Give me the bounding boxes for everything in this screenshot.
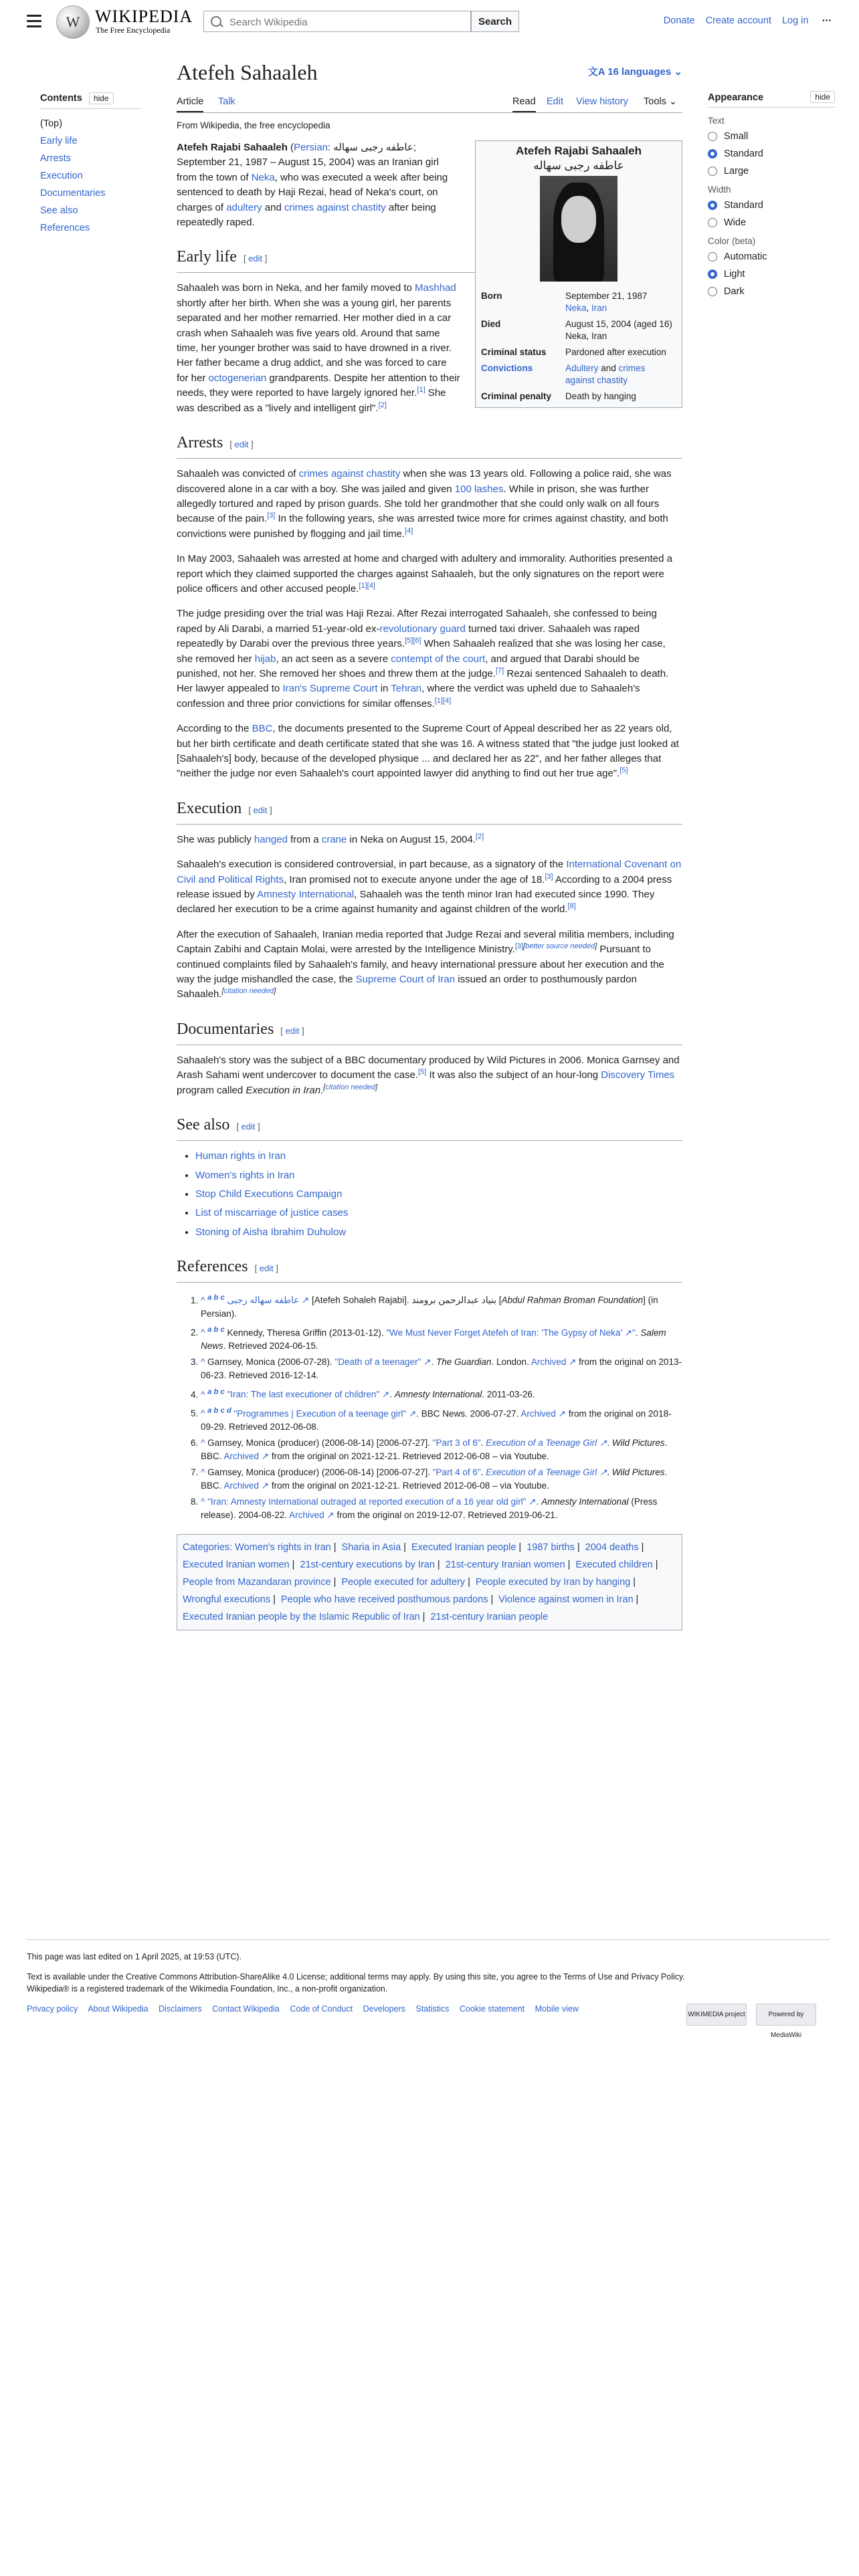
- site-sub: From Wikipedia, the free encyclopedia: [177, 120, 330, 130]
- infobox-status: Pardoned after execution: [565, 347, 666, 357]
- tab-tools[interactable]: Tools ⌄: [644, 96, 678, 107]
- toc-item-references[interactable]: References: [40, 223, 90, 233]
- radio-button[interactable]: [708, 252, 717, 261]
- more-options-icon[interactable]: ⋯: [822, 15, 832, 26]
- wikimedia-project-badge[interactable]: WIKIMEDIA project: [686, 2004, 747, 2026]
- section-heading: See also [ edit ]: [177, 1114, 682, 1141]
- edit-section-link[interactable]: edit: [248, 253, 263, 264]
- edit-section-link[interactable]: edit: [253, 804, 268, 815]
- main-content: [177, 58, 682, 1623]
- appearance-panel: [708, 92, 835, 304]
- footer-link[interactable]: Privacy policy: [27, 2004, 78, 2014]
- search-icon: [211, 16, 221, 27]
- table-of-contents: [40, 92, 140, 237]
- paragraph: After the execution of Sahaaleh, Iranian media reported that Judge Rezai and several militia members, including Captain Zabihi and Captain Molai, were arrested by the Intelligence Ministry.[3][better source needed] Pursuant to continued complaints filed by Sahaaleh's family, and heavy international pressure about her execution and the way the judge mishandled the case, the Supreme Court of Iran issued an order to posthumously pardon Sahaaleh.[citation needed]: [177, 928, 674, 1000]
- infobox-title: Atefeh Rajabi Sahaaleh: [515, 144, 642, 157]
- wikipedia-tagline: The Free Encyclopedia: [96, 25, 171, 35]
- toc-item-documentaries[interactable]: Documentaries: [40, 188, 106, 199]
- reference-item: 8. ^ "Iran: Amnesty International outraged at reported execution of a 16 year old girl" ↗. Amnesty International (Press release). 2004-08-22. Archived ↗ from the original on 2019-12-07. Retrieved 2019-06-21.: [201, 1495, 682, 1522]
- footer-link[interactable]: Developers: [363, 2004, 405, 2014]
- category-link[interactable]: 21st-century executions by Iran: [300, 1560, 435, 1571]
- tab-read[interactable]: Read: [512, 96, 536, 112]
- paragraph: The judge presiding over the trial was Haji Rezai. After Rezai interrogated Sahaaleh, she confessed to being raped by Ali Darabi, a married 51-year-old ex-revolutionary guard turned taxi driver. Sahaaleh was raped repeatedly by Darabi over the previous three years.[5][6] When Sahaaleh realized that she was losing her case, she removed her hijab, an act seen as a severe contempt of the court, and argued that Darabi should be punished, not her. She removed her shoes and threw them at the judge.[7] Rezai sentenced Sahaaleh to death. Her lawyer appealed to Iran's Supreme Court in Tehran, where the verdict was upheld due to Sahaaleh's confession and three prior convictions for similar offenses.[1][4]: [177, 608, 669, 710]
- tab-article[interactable]: Article: [177, 96, 203, 112]
- radio-button[interactable]: [708, 167, 717, 176]
- toc-item-see-also[interactable]: See also: [40, 205, 78, 216]
- footer-link[interactable]: Code of Conduct: [290, 2004, 353, 2014]
- footer-link[interactable]: Contact Wikipedia: [212, 2004, 280, 2014]
- radio-button[interactable]: [708, 132, 717, 141]
- appearance-title: Appearance: [708, 92, 764, 103]
- footer-link[interactable]: Statistics: [415, 2004, 450, 2014]
- text-size-label: Text: [708, 116, 725, 126]
- portrait-image[interactable]: [540, 176, 617, 282]
- category-link[interactable]: Wrongful executions: [183, 1594, 271, 1606]
- infobox-label: Died: [481, 319, 501, 329]
- section-heading: Arrests [ edit ]: [177, 432, 682, 459]
- section-heading: Documentaries [ edit ]: [177, 1018, 682, 1045]
- translate-icon: 文A: [587, 66, 605, 78]
- search-input[interactable]: [228, 14, 458, 30]
- category-link[interactable]: 21st-century Iranian women: [445, 1560, 565, 1571]
- edit-section-link[interactable]: edit: [241, 1121, 256, 1132]
- paragraph: Sahaaleh's story was the subject of a BBC documentary produced by Wild Pictures in 2006. Monica Garnsey and Arash Sahami went undercover to document the case.[5] It was also the subject of an hour-long Discovery Times program called Execution in Iran.[citation needed]: [177, 1054, 680, 1096]
- toc-item-top[interactable]: (Top): [40, 118, 63, 129]
- width-label: Width: [708, 185, 731, 195]
- text-size-large[interactable]: Large: [708, 166, 835, 177]
- footer-link[interactable]: Cookie statement: [459, 2004, 525, 2014]
- toc-item-arrests[interactable]: Arrests: [40, 153, 71, 164]
- infobox-native-name: عاطفه رجبی سهاله: [533, 159, 624, 172]
- category-link[interactable]: People executed by Iran by hanging: [475, 1577, 631, 1588]
- tab-edit[interactable]: Edit: [547, 96, 563, 107]
- infobox-penalty: Death by hanging: [565, 391, 636, 401]
- toc-item-early-life[interactable]: Early life: [40, 136, 78, 146]
- wikipedia-wordmark[interactable]: WIKIPEDIA: [95, 7, 193, 26]
- color-light[interactable]: Light: [708, 269, 835, 280]
- section-heading: Execution [ edit ]: [177, 798, 682, 825]
- category-link[interactable]: Violence against women in Iran: [498, 1594, 634, 1606]
- footer-link[interactable]: About Wikipedia: [88, 2004, 149, 2014]
- categories-link[interactable]: Categories:: [183, 1542, 233, 1553]
- page-tabs: [177, 91, 682, 113]
- category-link[interactable]: People from Mazandaran province: [183, 1577, 331, 1588]
- infobox-died: August 15, 2004 (aged 16) Neka, Iran: [565, 319, 672, 341]
- reference-item: 6. ^ Garnsey, Monica (producer) (2006-08-14) [2006-07-27]. "Part 3 of 6". Execution of a Teenage Girl ↗. Wild Pictures. BBC. Archived ↗ from the original on 2021-12-21. Retrieved 2012-06-08 – via Youtube.: [201, 1436, 682, 1463]
- infobox-born: September 21, 1987 Neka, Iran: [565, 291, 648, 313]
- personal-tools: [656, 15, 832, 26]
- section-heading: Early life [ edit ]: [177, 246, 682, 273]
- toc-item-execution[interactable]: Execution: [40, 171, 83, 181]
- iran-link[interactable]: Iran: [591, 303, 607, 313]
- reference-item: 5. ^ $^{a b c d}$ "Programmes | Execution of a teenage girl" ↗. BBC News. 2006-07-27. Archived ↗ from the original on 2018-09-29. Retrieved 2012-06-08.: [201, 1404, 682, 1434]
- category-link[interactable]: Executed children: [575, 1560, 653, 1571]
- infobox-label: Criminal status: [481, 347, 547, 357]
- category-link[interactable]: Women's rights in Iran: [235, 1542, 331, 1553]
- login-link[interactable]: Log in: [781, 15, 809, 26]
- neka-link[interactable]: Neka: [565, 303, 587, 313]
- site-header: [0, 0, 859, 43]
- reference-item: 3. ^ Garnsey, Monica (2006-07-28). "Death of a teenager" ↗. The Guardian. London. Archived ↗ from the original on 2013-06-23. Retrieved 2016-12-14.: [201, 1356, 682, 1382]
- tab-view-history[interactable]: View history: [576, 96, 628, 107]
- paragraph: Sahaaleh was born in Neka, and her family moved to Mashhad shortly after her birth. When she was a young girl, her parents separated and her mother remarried. Her mother died in a car crash when Sahaaleh was five years old. Around that same time, her younger brother was said to have drowned in a river. Her father became a drug addict, and she was forced to care for her octogenerian grandparents. Despite her attention to their needs, they were reported to have largely ignored her.[1] She was described as a "lively and intelligent girl".[2]: [177, 282, 460, 414]
- edit-section-link[interactable]: edit: [234, 439, 249, 450]
- toc-hide-button[interactable]: hide: [89, 92, 114, 104]
- footer-link[interactable]: Disclaimers: [159, 2004, 202, 2014]
- reference-item: 2. ^ $^{a b c}$ Kennedy, Theresa Griffin (2013-01-12). "We Must Never Forget Atefeh of Iran: 'The Gypsy of Neka' ↗". Salem News. Retrieved 2024-06-15.: [201, 1323, 682, 1354]
- infobox: [475, 140, 682, 408]
- radio-button-selected[interactable]: [708, 270, 717, 279]
- paragraph: According to the BBC, the documents presented to the Supreme Court of Appeal described her as 22 years old, but her birth certificate and death certificate stated that she was 16. A witness stated that "the judge just looked at [Sahaaleh's] body, because of the developed physique ... and declared her as 22", and her father alleges that "neither the judge nor even Sahaaleh's court appointed lawyer did anything to find out her true age".[5]: [177, 723, 679, 780]
- radio-button-selected[interactable]: [708, 201, 717, 210]
- width-wide[interactable]: Wide: [708, 217, 835, 228]
- search-box[interactable]: [203, 11, 471, 32]
- list-item[interactable]: • Stoning of Aisha Ibrahim Duhulow: [195, 1225, 682, 1240]
- paragraph: Sahaaleh was convicted of crimes against chastity when she was 13 years old. Following a police raid, she was discovered alone in a car with a boy. She was jailed and given 100 lashes. While in prison, she was further allegedly tortured and raped by prison guards. She told her grandmother that she could only walk on all fours because of the pain.[3] In the following years, she was arrested twice more for crimes against chastity, and both convictions were punished by flogging and jail time.[4]: [177, 468, 672, 540]
- paragraph: In May 2003, Sahaaleh was arrested at home and charged with adultery and immorality. Authorities presented a report which they claimed supported the charges against Sahaaleh, but the only signatures on the report were police officers and other accused people.[1][4]: [177, 553, 672, 595]
- category-link[interactable]: Executed Iranian people: [411, 1542, 516, 1553]
- edit-section-link[interactable]: edit: [259, 1263, 274, 1274]
- radio-button[interactable]: [708, 218, 717, 227]
- see-also-list: [177, 1149, 682, 1240]
- reference-item: 4. ^ $^{a b c}$ "Iran: The last executioner of children" ↗. Amnesty International. 2011-03-26.: [201, 1385, 682, 1402]
- infobox-label[interactable]: Convictions: [481, 363, 533, 373]
- text-size-small[interactable]: Small: [708, 131, 835, 142]
- search-button[interactable]: Search: [471, 11, 519, 32]
- section-heading: References [ edit ]: [177, 1256, 682, 1283]
- reference-item: 7. ^ Garnsey, Monica (producer) (2006-08-14) [2006-07-27]. "Part 4 of 6". Execution of a Teenage Girl ↗. Wild Pictures. BBC. Archived ↗ from the original on 2021-12-21. Retrieved 2012-06-08 – via Youtube.: [201, 1466, 682, 1493]
- infobox-convictions: Adultery and crimes against chastity: [565, 363, 646, 385]
- infobox-label: Criminal penalty: [481, 391, 552, 401]
- category-link[interactable]: People who have received posthumous pardons: [280, 1594, 488, 1606]
- wikipedia-globe-logo[interactable]: W: [56, 5, 90, 39]
- color-automatic[interactable]: Automatic: [708, 251, 835, 262]
- width-standard[interactable]: Standard: [708, 200, 835, 211]
- list-item[interactable]: • Human rights in Iran: [195, 1149, 682, 1164]
- appearance-hide-button[interactable]: hide: [810, 91, 835, 103]
- radio-button-selected[interactable]: [708, 149, 717, 158]
- list-item[interactable]: • Women's rights in Iran: [195, 1168, 682, 1183]
- color-label: Color (beta): [708, 236, 756, 246]
- edit-section-link[interactable]: edit: [285, 1025, 300, 1036]
- lead-paragraph: Atefeh Rajabi Sahaaleh (Persian: عاطفه رجبی سهاله; September 21, 1987 – August 15, 2004) was an Iranian girl from the town of Neka, who was executed a week after being sentenced to death by Haji Rezai, head of Neka's court, on charges of adultery and crimes against chastity after being repeatedly raped.: [177, 142, 448, 229]
- create-account-link[interactable]: Create account: [705, 15, 771, 26]
- category-box: Categories: Women's rights in Iran | Sharia in Asia | Executed Iranian people | 1987 births | 2004 deaths | Executed Iranian women | 21st-century executions by Iran | 21st-century Iranian women | Executed children | People from Mazandaran province | People executed for adultery | People executed by Iran by hanging | Wrongful executions | People who have received posthumous pardons | Violence against women in Iran | Executed Iranian people by the Islamic Republic of Iran | 21st-century Iranian people: [177, 1534, 682, 1630]
- category-link[interactable]: Sharia in Asia: [341, 1542, 401, 1553]
- last-edited: This page was last edited on 1 April 2025, at 19:53 (UTC).: [27, 1952, 242, 1961]
- powered-by-mediawiki-badge[interactable]: Powered by MediaWiki: [756, 2004, 816, 2026]
- text-size-standard[interactable]: Standard: [708, 148, 835, 159]
- paragraph: Sahaaleh's execution is considered controversial, in part because, as a signatory of the International Covenant on Civil and Political Rights, Iran promised not to execute anyone under the age of 18.[3] According to a 2004 press release issued by Amnesty International, Sahaaleh was the tenth minor Iran had executed since 1990. They declared her execution to be a crime against humanity and against children of the world.[8]: [177, 859, 682, 916]
- category-link[interactable]: 21st-century Iranian people: [430, 1612, 549, 1623]
- category-link[interactable]: People executed for adultery: [341, 1577, 466, 1588]
- reference-item: 1. ^ $^{a b c}$ عاطفه سهاله رجبی ↗ [Atefeh Sohaleh Rajabi]. بنیاد عبدالرحمن برومند [Abdul Rahman Broman Foundation] (in Persian).: [201, 1291, 682, 1321]
- category-link[interactable]: Executed Iranian women: [183, 1560, 290, 1571]
- list-item[interactable]: • Stop Child Executions Campaign: [195, 1187, 682, 1202]
- category-link[interactable]: 1987 births: [527, 1542, 575, 1553]
- toc-title: Contents: [40, 93, 82, 104]
- language-selector[interactable]: 文A 16 languages ⌄: [587, 66, 682, 78]
- category-link[interactable]: Executed Iranian people by the Islamic Republic of Iran: [183, 1612, 420, 1623]
- article-body: [177, 140, 682, 1630]
- page-title: Atefeh Sahaaleh: [177, 60, 318, 84]
- radio-button[interactable]: [708, 287, 717, 296]
- footer-link[interactable]: Mobile view: [535, 2004, 579, 2014]
- donate-link[interactable]: Donate: [663, 15, 695, 26]
- license-text: Text is available under the Creative Commons Attribution-ShareAlike 4.0 License; additional terms may apply. By using this site, you agree to the Terms of Use and Privacy Policy. Wikipedia® is a registered trademark of the Wikimedia Foundation, Inc., a non-profit organization.: [27, 1972, 685, 1994]
- list-item[interactable]: • List of miscarriage of justice cases: [195, 1206, 682, 1220]
- tab-talk[interactable]: Talk: [218, 96, 235, 107]
- main-menu-icon[interactable]: [27, 15, 41, 27]
- infobox-label: Born: [481, 291, 502, 301]
- page-footer: [27, 1939, 830, 2039]
- category-link[interactable]: 2004 deaths: [585, 1542, 639, 1553]
- chevron-down-icon: ⌄: [674, 66, 682, 78]
- color-dark[interactable]: Dark: [708, 286, 835, 297]
- reference-list: [177, 1291, 682, 1522]
- paragraph: She was publicly hanged from a crane in Neka on August 15, 2004.[2]: [177, 832, 484, 845]
